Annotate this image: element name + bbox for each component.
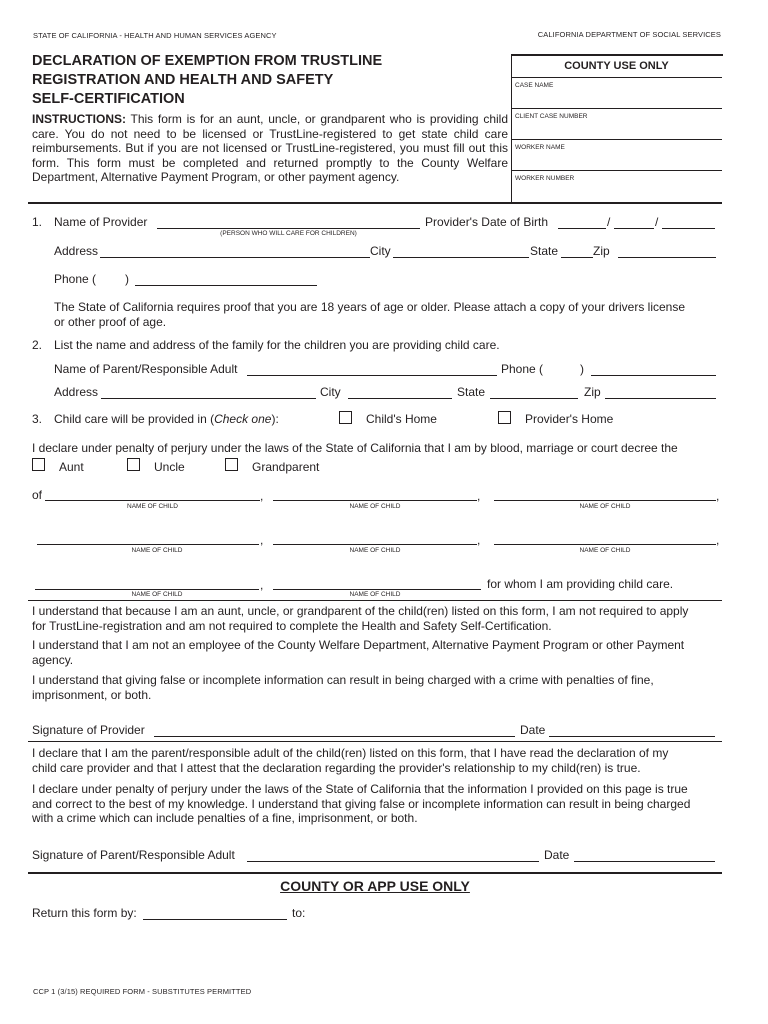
- child-name-input-4[interactable]: [37, 544, 259, 545]
- childs-home-label: Child's Home: [366, 412, 437, 426]
- child-name-input-1[interactable]: [45, 500, 260, 501]
- comma-6: ,: [716, 533, 720, 547]
- parent-date-label: Date: [544, 848, 570, 862]
- provider-address-input[interactable]: [100, 257, 370, 258]
- comma-5: ,: [477, 533, 481, 547]
- dob-month-input[interactable]: [558, 228, 606, 229]
- county-use-title: COUNTY USE ONLY: [564, 60, 669, 72]
- section-1-number: 1.: [32, 215, 43, 229]
- comma-4: ,: [260, 533, 264, 547]
- parent-phone-close: ): [580, 362, 584, 376]
- child-name-input-2[interactable]: [273, 500, 477, 501]
- instructions-line-4: form. This form must be completed and returned promptly to the County Welfare: [32, 155, 508, 170]
- parent-declare-2-line-2: and correct to the best of my knowledge. I understand that giving false or incomplete information can result in being charged: [32, 796, 691, 811]
- parent-zip-input[interactable]: [605, 398, 716, 399]
- dob-separator-2: /: [655, 215, 659, 229]
- child-name-caption-5: NAME OF CHILD: [349, 547, 401, 554]
- child-name-caption-1: NAME OF CHILD: [127, 503, 178, 510]
- provider-zip-label: Zip: [593, 244, 610, 258]
- age-proof-line-1: The State of California requires proof that you are 18 years of age or older. Please attach a copy of your drivers license: [54, 300, 686, 314]
- uncle-label: Uncle: [154, 460, 185, 474]
- understand-1-line-1: I understand that because I am an aunt, uncle, or grandparent of the child(ren) listed on this form, I am not required to apply: [32, 604, 689, 618]
- agency-left: STATE OF CALIFORNIA - HEALTH AND HUMAN SERVICES AGENCY: [33, 31, 277, 40]
- parent-declare-2-line-3: with a crime which can include penalties of a fine, imprisonment, or both.: [32, 811, 418, 825]
- title-line-1: DECLARATION OF EXEMPTION FROM TRUSTLINE: [32, 53, 383, 69]
- childs-home-checkbox[interactable]: [339, 411, 352, 424]
- provider-phone-input[interactable]: [135, 285, 317, 286]
- parent-state-label: State: [457, 385, 486, 399]
- parent-state-input[interactable]: [490, 398, 578, 399]
- provider-state-input[interactable]: [561, 257, 593, 258]
- understand-2-line-1: I understand that I am not an employee of the County Welfare Department, Alternative Payment Program or other Payment: [32, 638, 685, 652]
- aunt-label: Aunt: [59, 460, 84, 474]
- parent-phone-label: Phone (: [501, 362, 544, 376]
- form-title: [32, 52, 382, 109]
- worker-name-label: WORKER NAME: [515, 144, 565, 151]
- parent-phone-input[interactable]: [591, 375, 716, 376]
- dob-day-input[interactable]: [614, 228, 654, 229]
- parent-signature-label: Signature of Parent/Responsible Adult: [32, 848, 235, 862]
- parent-declare-1-line-2: child care provider and that I attest that the declaration regarding the provider's relationship to my child(ren) is true.: [32, 760, 641, 775]
- parent-name-label: Name of Parent/Responsible Adult: [54, 362, 238, 376]
- parent-address-label: Address: [54, 385, 99, 399]
- title-line-2: REGISTRATION AND HEALTH AND SAFETY: [32, 72, 334, 88]
- provider-name-label: Name of Provider: [54, 215, 148, 229]
- age-proof-text: [54, 300, 685, 329]
- comma-3: ,: [716, 489, 720, 503]
- child-name-caption-7: NAME OF CHILD: [131, 591, 183, 598]
- parent-divider: [28, 741, 722, 742]
- worker-number-field[interactable]: [511, 170, 722, 201]
- understand-divider: [28, 600, 722, 601]
- aunt-checkbox[interactable]: [32, 458, 45, 471]
- parent-declaration-2: [32, 782, 722, 826]
- understand-3-line-2: imprisonment, or both.: [32, 687, 152, 702]
- parent-zip-label: Zip: [584, 385, 601, 399]
- child-name-input-8[interactable]: [273, 589, 481, 590]
- understand-paragraph-3: [32, 673, 722, 702]
- child-name-input-6[interactable]: [494, 544, 716, 545]
- parent-declaration-1: [32, 746, 722, 775]
- provider-state-label: State: [530, 244, 559, 258]
- instructions-line-5: Department, Alternative Payment Program, or other payment agency.: [32, 170, 400, 184]
- instructions-label: INSTRUCTIONS:: [32, 112, 126, 126]
- parent-date-input[interactable]: [574, 861, 715, 862]
- client-case-number-label: CLIENT CASE NUMBER: [515, 113, 588, 120]
- parent-city-input[interactable]: [348, 398, 452, 399]
- dob-separator-1: /: [607, 215, 611, 229]
- instructions: [32, 112, 508, 185]
- child-name-input-3[interactable]: [494, 500, 716, 501]
- for-whom-text: for whom I am providing child care.: [487, 577, 674, 591]
- care-location-label-post: ):: [271, 412, 279, 426]
- provider-signature-input[interactable]: [154, 736, 515, 737]
- section-divider: [28, 202, 722, 204]
- parent-signature-input[interactable]: [247, 861, 539, 862]
- comma-7: ,: [260, 578, 264, 592]
- county-app-title: [0, 878, 750, 894]
- child-name-caption-4: NAME OF CHILD: [131, 547, 183, 554]
- understand-paragraph-1: [32, 604, 722, 633]
- client-case-number-field[interactable]: [511, 108, 722, 140]
- provider-date-input[interactable]: [549, 736, 715, 737]
- instructions-line-1: This form is for an aunt, uncle, or grandparent who is providing child: [130, 112, 508, 126]
- dob-label: Provider's Date of Birth: [425, 215, 549, 229]
- care-location-label-pre: Child care will be provided in (: [54, 412, 215, 426]
- uncle-checkbox[interactable]: [127, 458, 140, 471]
- section-2-number: 2.: [32, 338, 43, 352]
- provider-address-label: Address: [54, 244, 99, 258]
- section-2-intro: List the name and address of the family for the children you are providing child care.: [54, 338, 500, 352]
- provider-city-input[interactable]: [393, 257, 529, 258]
- relationship-declaration: I declare under penalty of perjury under the laws of the State of California that I am by blood, marriage or court decree the: [32, 441, 678, 455]
- provider-name-input[interactable]: [157, 228, 420, 229]
- understand-paragraph-2: [32, 638, 722, 667]
- child-name-caption-2: NAME OF CHILD: [349, 503, 401, 510]
- return-by-input[interactable]: [143, 919, 287, 920]
- understand-3-line-1: I understand that giving false or incomplete information can result in being charged with a crime with penalties of fine,: [32, 673, 654, 687]
- care-location-label: [54, 412, 279, 427]
- county-app-divider: [28, 872, 722, 874]
- parent-name-input[interactable]: [247, 375, 497, 376]
- provider-signature-label: Signature of Provider: [32, 723, 145, 737]
- grandparent-label: Grandparent: [252, 460, 320, 474]
- child-name-caption-8: NAME OF CHILD: [349, 591, 401, 598]
- case-name-field[interactable]: [511, 77, 722, 109]
- providers-home-label: Provider's Home: [525, 412, 614, 426]
- comma-2: ,: [477, 489, 481, 503]
- provider-name-caption: (PERSON WHO WILL CARE FOR CHILDREN): [220, 230, 357, 237]
- parent-city-label: City: [320, 385, 341, 399]
- provider-phone-close: ): [125, 272, 129, 286]
- comma-1: ,: [260, 489, 264, 503]
- section-3-number: 3.: [32, 412, 43, 426]
- dob-year-input[interactable]: [662, 228, 715, 229]
- provider-zip-input[interactable]: [618, 257, 716, 258]
- worker-number-label: WORKER NUMBER: [515, 175, 575, 182]
- provider-city-label: City: [370, 244, 391, 258]
- return-to-label: to:: [292, 906, 306, 920]
- understand-2-line-2: agency.: [32, 652, 74, 667]
- parent-declare-1-line-1: I declare that I am the parent/responsible adult of the child(ren) listed on this form, that I have read the declaration of my: [32, 746, 669, 760]
- care-location-label-em: Check one: [214, 412, 272, 426]
- child-name-caption-6: NAME OF CHILD: [579, 547, 631, 554]
- form-footer: CCP 1 (3/15) REQUIRED FORM - SUBSTITUTES PERMITTED: [33, 987, 252, 996]
- child-name-input-7[interactable]: [35, 589, 259, 590]
- instructions-line-2: care. You do not need to be licensed or TrustLine-registered to get state child care: [32, 126, 508, 141]
- of-label: of: [32, 488, 43, 502]
- grandparent-checkbox[interactable]: [225, 458, 238, 471]
- provider-date-label: Date: [520, 723, 546, 737]
- worker-name-field[interactable]: [511, 139, 722, 171]
- county-app-title-text: COUNTY OR APP USE ONLY: [280, 878, 470, 894]
- age-proof-line-2: or other proof of age.: [54, 314, 167, 329]
- agency-right: CALIFORNIA DEPARTMENT OF SOCIAL SERVICES: [537, 30, 721, 39]
- title-line-3: SELF-CERTIFICATION: [32, 91, 185, 107]
- instructions-line-3: reimbursements. But if you are not licensed or TrustLine-registered, you must fill out this: [32, 141, 508, 155]
- child-name-input-5[interactable]: [273, 544, 477, 545]
- child-name-caption-3: NAME OF CHILD: [579, 503, 631, 510]
- parent-declare-2-line-1: I declare under penalty of perjury under the laws of the State of California that the information I provided on this page is true: [32, 782, 688, 796]
- provider-phone-label: Phone (: [54, 272, 97, 286]
- providers-home-checkbox[interactable]: [498, 411, 511, 424]
- case-name-label: CASE NAME: [515, 82, 554, 89]
- understand-1-line-2: for TrustLine-registration and am not required to complete the Health and Safety Self-Certification.: [32, 618, 552, 633]
- parent-address-input[interactable]: [101, 398, 316, 399]
- return-by-label: Return this form by:: [32, 906, 137, 920]
